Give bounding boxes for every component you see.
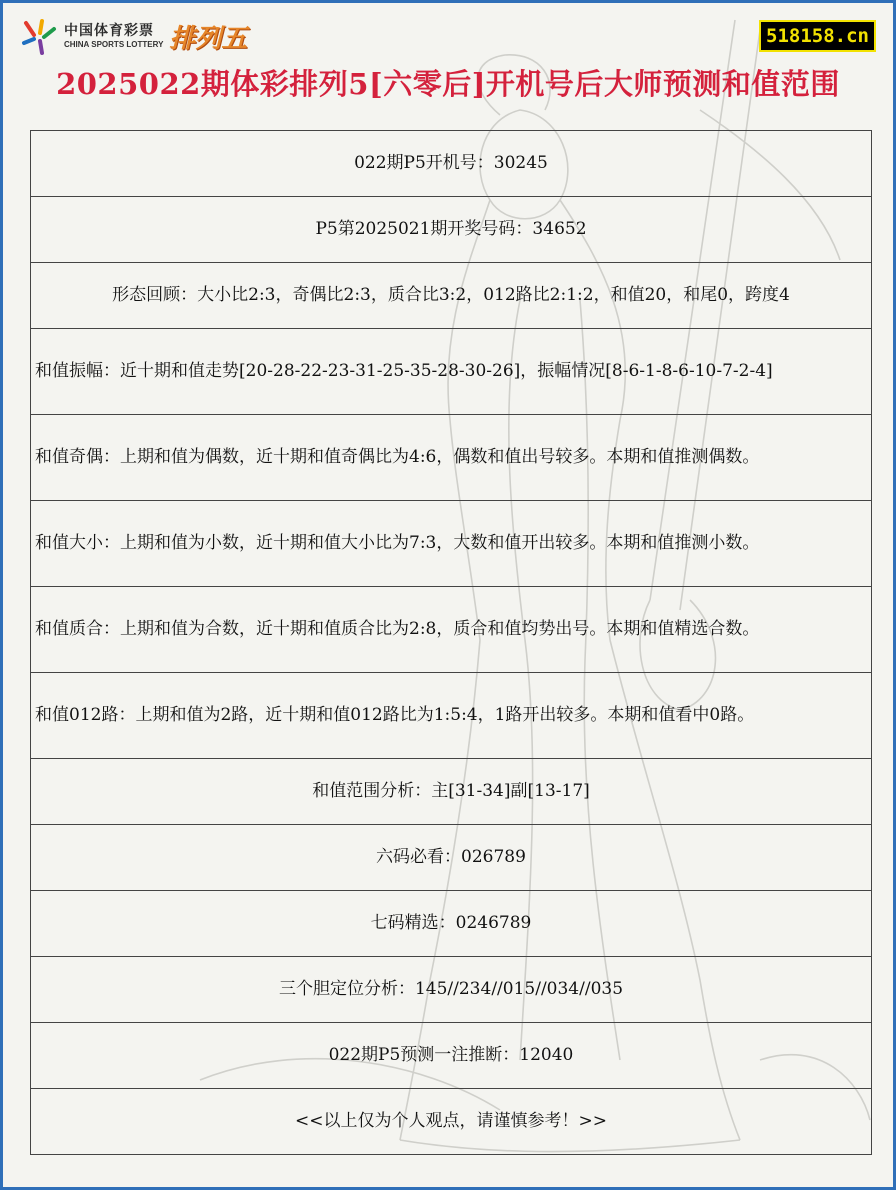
- logo-english-name: CHINA SPORTS LOTTERY: [64, 40, 164, 49]
- table-row: [31, 329, 872, 415]
- table-cell: 和值大小：上期和值为小数，近十期和值大小比为7:3，大数和值开出较多。本期和值推测小数。: [31, 501, 872, 587]
- table-cell: 和值范围分析：主[31-34]副[13-17]: [31, 759, 872, 825]
- table-cell: 六码必看：026789: [31, 825, 872, 891]
- table-cell: 和值振幅：近十期和值走势[20-28-22-23-31-25-35-28-30-26]，振幅情况[8-6-1-8-6-10-7-2-4]: [31, 329, 872, 415]
- table-row: [31, 501, 872, 587]
- prediction-table: [30, 130, 872, 1155]
- table-cell: P5第2025021期开奖号码：34652: [31, 197, 872, 263]
- table-row: [31, 197, 872, 263]
- table-row: [31, 957, 872, 1023]
- logo-game-name: 排列五: [169, 24, 248, 54]
- table-cell: 七码精选：0246789: [31, 891, 872, 957]
- table-cell: 和值012路：上期和值为2路，近十期和值012路比为1:5:4，1路开出较多。本期和值看中0路。: [31, 673, 872, 759]
- table-cell: 和值质合：上期和值为合数，近十期和值质合比为2:8，质合和值均势出号。本期和值精选合数。: [31, 587, 872, 673]
- site-badge[interactable]: 518158.cn: [759, 20, 876, 52]
- table-row: [31, 1089, 872, 1155]
- logo-chinese-name: 中国体育彩票: [64, 23, 154, 39]
- table-cell: 022期P5开机号：30245: [31, 131, 872, 197]
- lottery-logo-icon: [20, 19, 58, 55]
- table-row: [31, 891, 872, 957]
- table-row: [31, 759, 872, 825]
- table-row: [31, 263, 872, 329]
- lottery-logo: [20, 18, 247, 55]
- table-cell: 和值奇偶：上期和值为偶数，近十期和值奇偶比为4:6，偶数和值出号较多。本期和值推测偶数。: [31, 415, 872, 501]
- table-row: [31, 587, 872, 673]
- table-cell: 形态回顾：大小比2:3，奇偶比2:3，质合比3:2，012路比2:1:2，和值20，和尾0，跨度4: [31, 263, 872, 329]
- table-cell: 三个胆定位分析：145//234//015//034//035: [31, 957, 872, 1023]
- table-cell: <<以上仅为个人观点，请谨慎参考！>>: [31, 1089, 872, 1155]
- table-row: [31, 1023, 872, 1089]
- table-row: [31, 415, 872, 501]
- table-row: [31, 825, 872, 891]
- table-cell: 022期P5预测一注推断：12040: [31, 1023, 872, 1089]
- table-row: [31, 673, 872, 759]
- table-row: [31, 131, 872, 197]
- page-title: 2025022期体彩排列5[六零后]开机号后大师预测和值范围: [56, 67, 840, 101]
